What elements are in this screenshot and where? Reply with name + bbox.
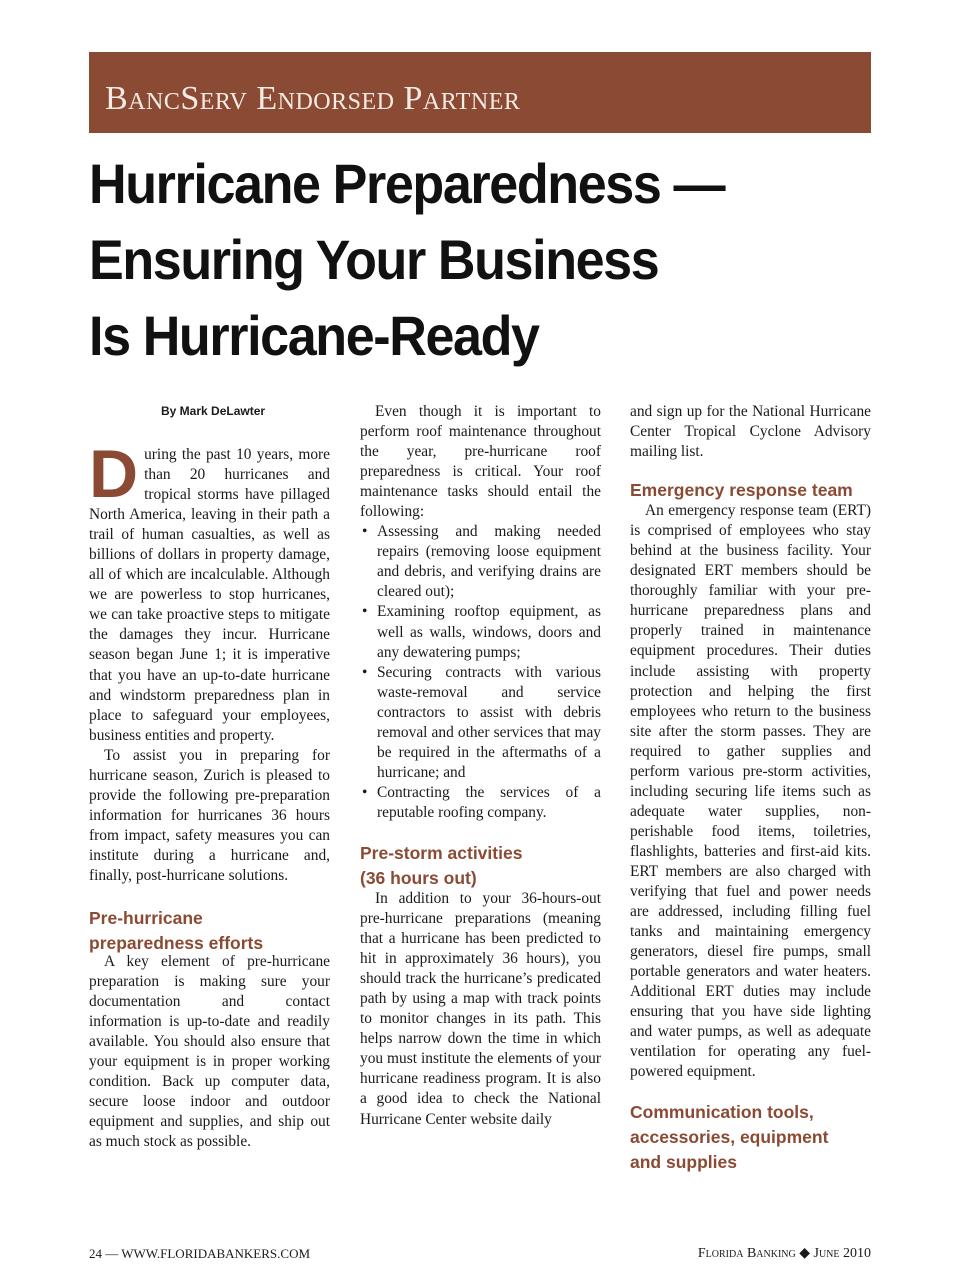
byline: By Mark DeLawter xyxy=(161,404,266,418)
roof-task-list xyxy=(360,522,601,823)
subhead-pre-hurricane xyxy=(89,906,330,956)
paragraph-continued: and sign up for the National Hurricane Center Tropical Cyclone Advisory mailing list. xyxy=(630,403,871,461)
headline-line-2: Ensuring Your Business xyxy=(89,228,659,291)
paragraph-pre-storm: In addition to your 36-hours-out pre-hurricane preparations (meaning that a hurricane has been predicted to hit in approximately 36 hours), you should track the hurricane’s predicated path by using a map with track points to monitor changes in its path. This helps narrow down the time in which you must institute the elements of your hurricane readiness program. It is also a good idea to check the National Hurricane Center website daily xyxy=(360,889,601,1128)
paragraph-pre-hurricane: A key element of pre-hurricane preparation is making sure your documentation and contact information is up-to-date and readily available. You should also ensure that your equipment is in proper working condition. Back up computer data, secure loose indoor and outdoor equipment and supplies, and ship out as much stock as possible. xyxy=(89,953,330,1151)
paragraph-ert: An emergency response team (ERT) is comprised of employees who stay behind at the business facility. Your designated ERT members should be thoroughly familiar with your pre-hurricane preparedness plans and properly trained in maintenance equipment procedures. Their duties include assisting with property protection and helping the first employees who return to the business site after the storm passes. They are required to gather supplies and perform various pre-storm activities, including securing life items such as adequate water supplies, non-perishable food items, toiletries, flashlights, batteries and first-aid kits. ERT members are also charged with verifying that fuel and power needs are addressed, including filling fuel tanks and maintaining emergency generators, diesel fire pumps, small portable generators and water heaters. Additional ERT duties may include ensuring that you have side lighting and water pumps, as well as adequate ventilation for operating any fuel-powered equipment. xyxy=(630,502,871,1081)
subhead-line: and supplies xyxy=(630,1151,737,1172)
subhead-line: Communication tools, xyxy=(630,1101,814,1122)
paragraph-zurich: To assist you in preparing for hurricane season, Zurich is pleased to provide the following pre-preparation information for hurricanes 36 hours from impact, safety measures you can institute during a hurricane and, finally, post-hurricane solutions. xyxy=(89,746,330,884)
footer-page-url: 24 — WWW.FLORIDABANKERS.COM xyxy=(89,1246,311,1261)
list-item: • Assessing and making needed repairs (removing loose equipment and debris, and verifying drains are cleared out); xyxy=(360,522,601,602)
subhead-line: preparedness efforts xyxy=(89,933,264,954)
subhead-line: Pre-hurricane xyxy=(89,908,203,929)
list-item: • Examining rooftop equipment, as well as walls, windows, doors and any dewatering pumps; xyxy=(360,602,601,662)
article-headline xyxy=(89,146,852,374)
footer-publication: Florida Banking ◆ June 2010 xyxy=(697,1246,871,1261)
subhead-line: Pre-storm activities xyxy=(360,842,523,863)
paragraph-roof: Even though it is important to perform roof maintenance throughout the year, pre-hurricane roof preparedness is critical. Your roof maintenance tasks should entail the following: xyxy=(360,403,601,521)
subhead-ert: Emergency response team xyxy=(630,480,853,501)
subhead-pre-storm xyxy=(360,841,601,891)
intro-paragraph xyxy=(89,436,330,746)
article-column-1 xyxy=(89,402,330,1153)
headline-line-1: Hurricane Preparedness — xyxy=(89,152,725,215)
subhead-line: accessories, equipment xyxy=(630,1126,829,1147)
subhead-communication xyxy=(630,1100,871,1175)
section-banner xyxy=(89,52,871,133)
list-item: • Contracting the services of a reputable roofing company. xyxy=(360,783,601,823)
intro-text: uring the past 10 years, more than 20 hurricanes and tropical storms have pillaged North America, leaving in their path a trail of human casualties, as well as billions of dollars in property damage, all of which are incalculable. Although we are powerless to stop hurricanes, we can take proactive steps to mitigate the damages they incur. Hurricane season began June 1; it is imperative that you have an up-to-date hurricane and windstorm preparedness plan in place to safeguard your employees, business entities and property. xyxy=(89,446,330,744)
list-item: • Securing contracts with various waste-removal and service contractors to assist with debris removal and other services that may be required in the aftermaths of a hurricane; and xyxy=(360,663,601,783)
banner-label: BancServ Endorsed Partner xyxy=(105,80,521,117)
article-column-2 xyxy=(360,402,601,1130)
headline-line-3: Is Hurricane-Ready xyxy=(89,304,539,367)
article-column-3 xyxy=(630,402,871,1175)
drop-cap: D xyxy=(89,436,139,512)
subhead-line: (36 hours out) xyxy=(360,867,477,888)
